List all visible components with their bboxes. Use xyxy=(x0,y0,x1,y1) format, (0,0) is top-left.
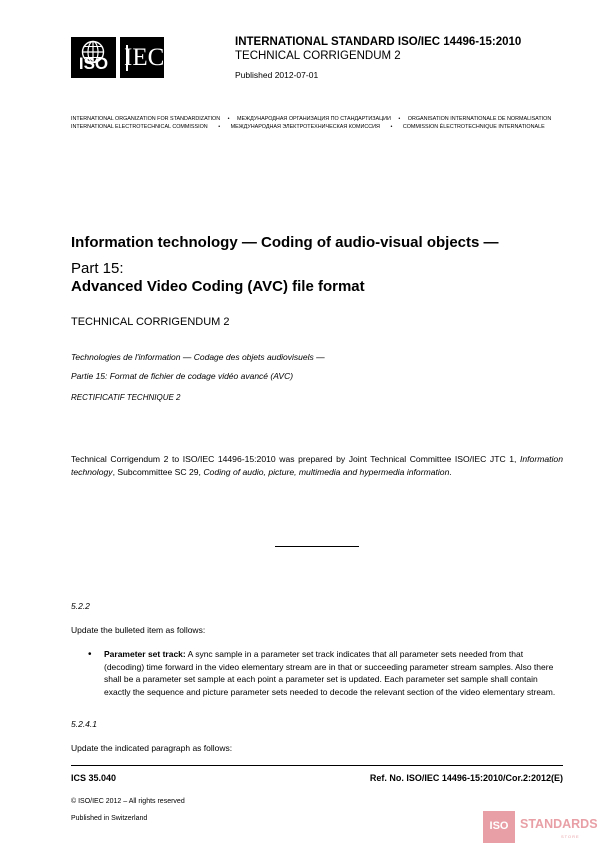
org-line-1 xyxy=(71,116,551,122)
store-small: STORE xyxy=(561,834,580,839)
instruction-text: Update the bulleted item as follows: xyxy=(71,625,206,635)
org-iso-fr: ORGANISATION INTERNATIONALE DE NORMALISATION xyxy=(407,116,552,122)
intro-text: , Subcommittee SC 29, xyxy=(112,466,204,477)
section-number: 5.2.2 xyxy=(71,601,90,611)
intro-italic: Information technology xyxy=(71,454,563,477)
divider xyxy=(275,546,359,547)
org-iec-fr: COMMISSION ÉLECTROTECHNIQUE INTERNATIONALE xyxy=(402,124,545,130)
part-title: Advanced Video Coding (AVC) file format xyxy=(71,278,365,295)
org-separator: • xyxy=(390,124,393,130)
part-number: Part 15: xyxy=(71,260,124,277)
iso-logo xyxy=(71,37,116,78)
instruction-text: Update the indicated paragraph as follows: xyxy=(71,743,233,753)
intro-text: Technical Corrigendum 2 to ISO/IEC 14496-15:2010 was prepared by Joint Technical Committee ISO/IEC JTC 1, xyxy=(71,454,520,464)
org-separator: • xyxy=(218,124,221,130)
org-iso-ru: МЕЖДУНАРОДНАЯ ОРГАНИЗАЦИЯ ПО СТАНДАРТИЗАЦИИ xyxy=(237,116,391,122)
bullet-label: Parameter set track: xyxy=(104,649,186,659)
document-title: Information technology — Coding of audio-visual objects — xyxy=(71,234,499,251)
standard-title: INTERNATIONAL STANDARD ISO/IEC 14496-15:2010 xyxy=(235,36,522,48)
published-date: Published 2012-07-01 xyxy=(235,70,319,80)
reference-number: Ref. No. ISO/IEC 14496-15:2010/Cor.2:2012(E) xyxy=(369,773,563,783)
intro-text: . xyxy=(449,466,452,477)
intro-paragraph xyxy=(71,453,563,478)
copyright: © ISO/IEC 2012 – All rights reserved xyxy=(71,798,185,805)
iso-store-watermark xyxy=(483,811,598,843)
org-separator: • xyxy=(227,116,230,122)
standard-subtitle: TECHNICAL CORRIGENDUM 2 xyxy=(235,50,401,62)
store-logo-box xyxy=(483,811,515,843)
org-line-2 xyxy=(71,124,545,130)
french-corrigendum: RECTIFICATIF TECHNIQUE 2 xyxy=(71,393,181,402)
bullet-text: A sync sample in a parameter set track indicates that all parameter sets needed from that (decoding) time forward in the video elementary stream are in that or succeeding parameter stream samples. Also there shall be a parameter set sample at each point a parameter set is updated. Each parameter set sample shall contain exactly the sequence and picture parameter sets needed to decode the relevant section of the video elementary stream. xyxy=(104,649,556,697)
store-logo-text: ISO xyxy=(489,820,509,832)
iec-logo xyxy=(120,37,164,78)
org-separator: • xyxy=(398,116,401,122)
bullet-icon: • xyxy=(88,649,92,660)
org-iso-en: INTERNATIONAL ORGANIZATION FOR STANDARDIZATION xyxy=(71,116,221,122)
org-iec-en: INTERNATIONAL ELECTROTECHNICAL COMMISSION xyxy=(71,124,208,130)
french-title: Technologies de l'information — Codage des objets audiovisuels — xyxy=(71,352,325,362)
iso-logo-text: ISO xyxy=(78,54,109,73)
published-in: Published in Switzerland xyxy=(71,815,148,822)
section-number: 5.2.4.1 xyxy=(71,719,97,729)
corrigendum-label: TECHNICAL CORRIGENDUM 2 xyxy=(71,316,230,328)
ics-code: ICS 35.040 xyxy=(71,773,117,783)
iec-logo-text: IEC xyxy=(124,44,165,71)
store-word: STANDARDS xyxy=(520,817,598,831)
french-part: Partie 15: Format de fichier de codage vidéo avancé (AVC) xyxy=(71,371,294,381)
org-iec-ru: МЕЖДУНАРОДНАЯ ЭЛЕКТРОТЕХНИЧЕСКАЯ КОМИССИЯ xyxy=(230,124,380,130)
footer-divider xyxy=(71,765,563,766)
intro-italic: Coding of audio, picture, multimedia and hypermedia information xyxy=(203,466,450,477)
bullet-item xyxy=(104,648,562,698)
